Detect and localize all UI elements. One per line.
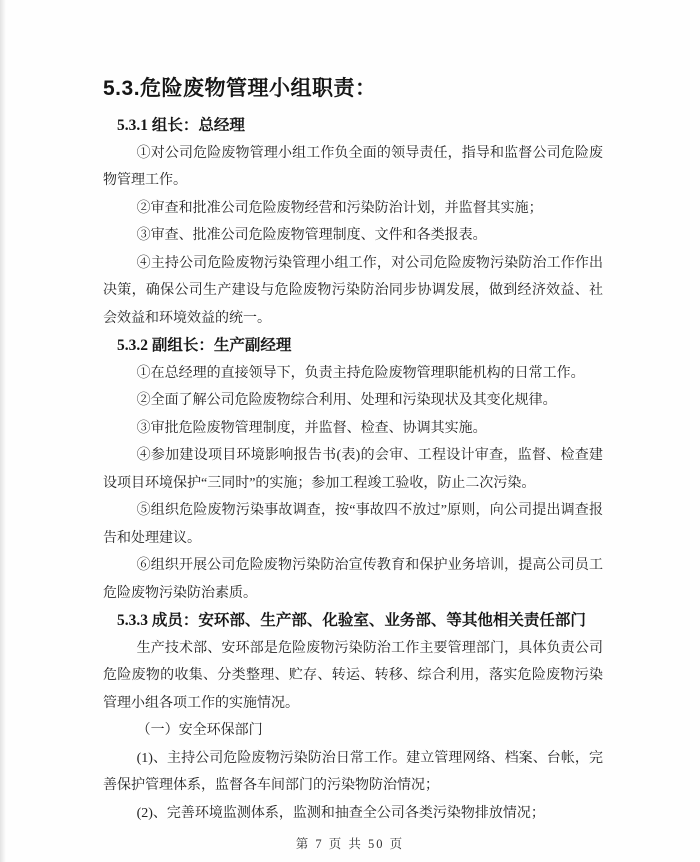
paragraph: ①在总经理的直接领导下，负责主持危险废物管理职能机构的日常工作。: [136, 365, 585, 381]
paragraph: 生产技术部、安环部是危险废物污染防治工作主要管理部门，具体负责公司危险废物的收集、分类整理、贮存、转运、转移、综合利用，落实危险废物污染管理小组各项工作的实施情况。: [103, 640, 603, 711]
paragraph: ⑥组织开展公司危险废物污染防治宣传教育和保护业务培训，提高公司员工危险废物污染防治素质。: [103, 558, 603, 601]
paragraph: ①对公司危险废物管理小组工作负全面的领导责任，指导和监督公司危险废物管理工作。: [103, 145, 603, 188]
section-heading: 5.3.2 副组长：生产副经理: [117, 337, 292, 354]
paragraph: (1)、主持公司危险废物污染防治日常工作。建立管理网络、档案、台帐，完善保护管理体系，监督各车间部门的污染物防治情况；: [103, 750, 603, 793]
paragraph: ④参加建设项目环境影响报告书(表)的会审、工程设计审查，监督、检查建设项目环境保护“三同时”的实施；参加工程竣工验收，防止二次污染。: [103, 448, 603, 491]
paragraph: (2)、完善环境监测体系，监测和抽查全公司各类污染物排放情况；: [136, 805, 545, 821]
scan-edge-shadow: [0, 0, 6, 862]
paragraph: ②审查和批准公司危险废物经营和污染防治计划，并监督其实施；: [136, 200, 543, 216]
page-number-text: 第 7 页 共 50 页: [295, 837, 405, 851]
section-heading: 5.3.1 组长：总经理: [117, 117, 245, 134]
paragraph: ②全面了解公司危险废物综合利用、处理和污染现状及其变化规律。: [136, 393, 557, 408]
paragraph: ③审批危险废物管理制度，并监督、检查、协调其实施。: [136, 420, 487, 436]
paragraph: ③审查、批准公司危险废物管理制度、文件和各类报表。: [136, 228, 487, 243]
document-title: 5.3.危险废物管理小组职责：: [103, 77, 377, 100]
document-body: [103, 112, 603, 827]
page-footer: [0, 834, 700, 852]
paragraph: （一）安全环保部门: [136, 723, 263, 738]
paragraph: ⑤组织危险废物污染事故调查，按“事故四不放过”原则，向公司提出调查报告和处理建议。: [103, 503, 603, 546]
paragraph: ④主持公司危险废物污染管理小组工作，对公司危险废物污染防治工作作出决策，确保公司生产建设与危险废物污染防治同步协调发展，做到经济效益、社会效益和环境效益的统一。: [103, 255, 603, 326]
section-heading: 5.3.3 成员：安环部、生产部、化验室、业务部、等其他相关责任部门: [117, 612, 586, 629]
